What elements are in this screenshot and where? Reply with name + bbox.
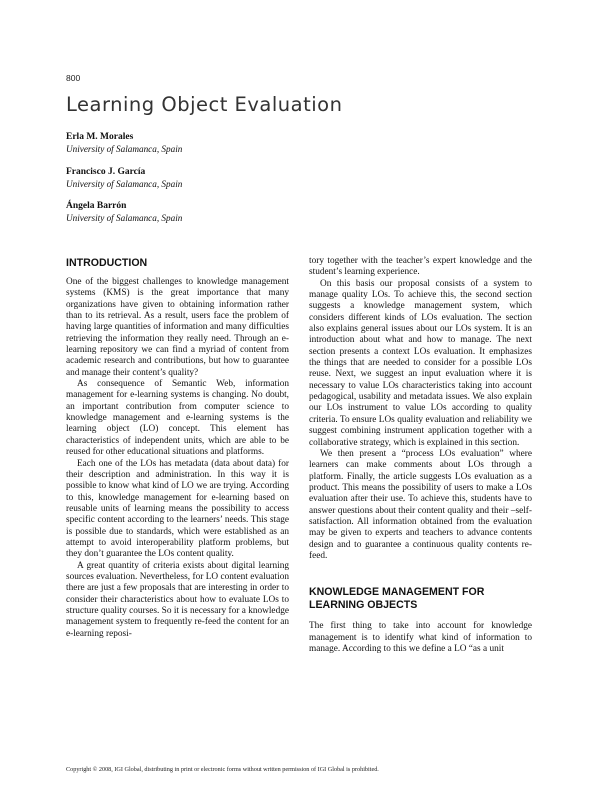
section-heading-knowledge-management xyxy=(309,586,532,612)
heading-line: LEARNING OBJECTS xyxy=(309,599,418,612)
copyright-notice: Copyright © 2008, IGI Global, distributing in print or electronic forms without written permission of IGI Global is prohibited. xyxy=(66,766,379,773)
author-affiliation: University of Salamanca, Spain xyxy=(66,213,183,223)
author-name: Ángela Barrón xyxy=(66,201,127,211)
body-paragraph: The first thing to take into account for knowledge management is to identify what kind of information to manage. According to this we define a LO “as a unit xyxy=(309,621,532,654)
body-paragraph: One of the biggest challenges to knowledge management systems (KMS) is the great importance that many organizations have given to obtaining information rather than to its retrieval. As a result, users face the problem of having large quantities of information and many difficulties retrieving the information they really need. Through an e-learning repository we can find a myriad of content from academic research and contributions, but how to guarantee and manage their content’s quality? xyxy=(66,277,289,378)
section-heading-introduction: INTRODUCTION xyxy=(66,257,148,269)
body-paragraph: Each one of the LOs has metadata (data about data) for their description and administration. In this way it is possible to know what kind of LO we are trying. According to this, knowledge management for e-learning based on reusable units of learning means the possibility to access specific content according to the learners’ needs. This stage is possible due to standards, which were established as an attempt to avoid interoperability platform problems, but they don’t guarantee the LOs content quality. xyxy=(66,458,289,560)
body-paragraph: A great quantity of criteria exists about digital learning sources evaluation. Nevertheless, for LO content evaluation there are just a few proposals that are interesting in order to consider their characteristics about how to evaluate LOs to structure quality courses. So it is necessary for a knowledge management system to frequently re-feed the content for an e-learning reposi- xyxy=(66,560,289,639)
author-name: Francisco J. García xyxy=(66,167,146,177)
body-paragraph: tory together with the teacher’s expert knowledge and the student’s learning experience. xyxy=(309,256,532,278)
body-paragraph: On this basis our proposal consists of a system to manage quality LOs. To achieve this, the second section suggests a knowledge management system, which considers different kinds of LOs evaluation. The section also explains general issues about our LOs system. It is an introduction about what and how to manage. The next section presents a context LOs evaluation. It emphasizes the things that are needed to consider for a possible LOs reuse. Next, we suggest an input evaluation where it is necessary to value LOs characteristics taking into account pedagogical, usability and metadata issues. We also explain our LOs instrument to value LOs according to quality criteria. To ensure LOs quality evaluation and reliability we suggest combining instrument application together with a collaborative strategy, which is explained in this section. xyxy=(309,278,532,448)
author-affiliation: University of Salamanca, Spain xyxy=(66,144,183,154)
author-affiliation: University of Salamanca, Spain xyxy=(66,179,183,189)
author-block xyxy=(66,200,182,224)
right-column xyxy=(309,256,532,655)
article-title: Learning Object Evaluation xyxy=(66,93,343,116)
body-paragraph: We then present a “process LOs evaluation” where learners can make comments about LOs through a platform. Finally, the article suggests LOs evaluation as a product. This means the possibility of users to make a LOs evaluation after their use. To achieve this, students have to answer questions about their content quality and their –self-satisfaction. All information obtained from the evaluation may be given to experts and teachers to advance contents design and to guarantee a continuous quality contents re-feed. xyxy=(309,448,532,561)
author-block xyxy=(66,131,182,155)
left-column xyxy=(66,257,289,640)
page-number: 800 xyxy=(66,73,81,83)
author-block xyxy=(66,166,182,190)
author-name: Erla M. Morales xyxy=(66,132,134,142)
heading-line: KNOWLEDGE MANAGEMENT FOR xyxy=(309,586,485,599)
body-paragraph: As consequence of Semantic Web, information management for e-learning systems is changing. No doubt, an important contribution from computer science to knowledge management and e-learning systems is the learning object (LO) concept. This element has characteristics of independent units, which are able to be reused for other educational situations and platforms. xyxy=(66,379,289,458)
